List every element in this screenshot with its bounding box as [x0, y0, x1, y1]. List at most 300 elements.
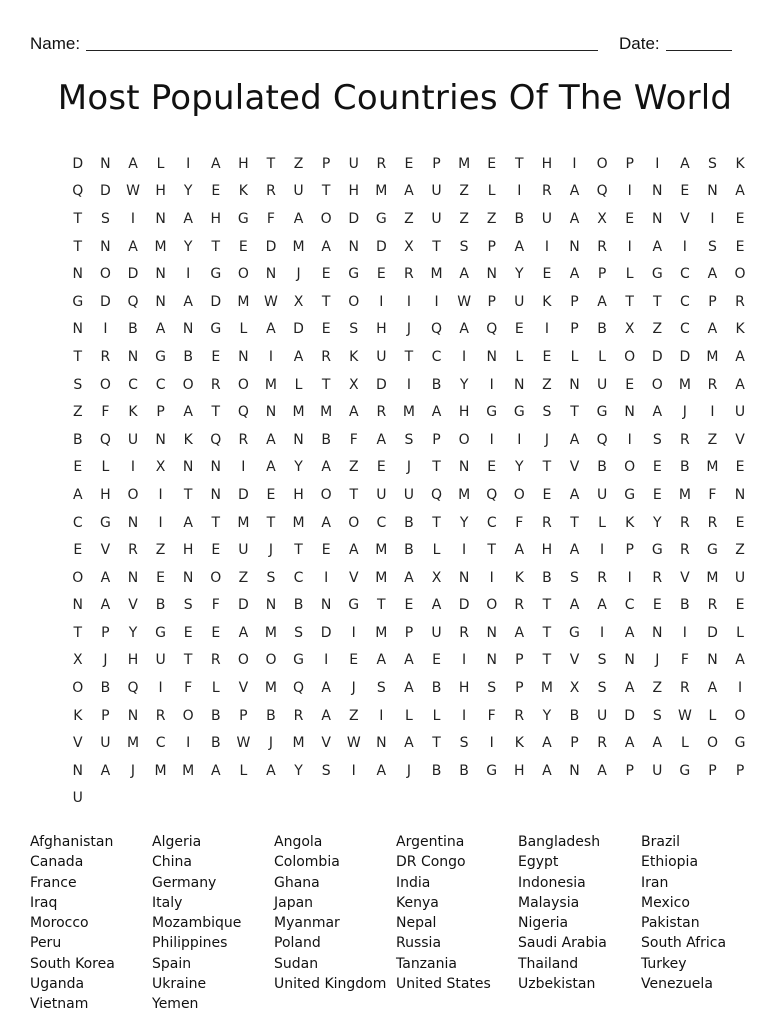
grid-letter[interactable]: O [320, 210, 332, 227]
grid-letter[interactable]: D [293, 321, 304, 338]
grid-letter[interactable]: C [376, 514, 387, 531]
grid-letter[interactable]: Z [652, 321, 663, 338]
grid-letter[interactable]: D [348, 210, 360, 227]
grid-letter[interactable]: V [73, 735, 83, 752]
grid-letter[interactable]: M [264, 624, 277, 641]
grid-letter[interactable]: B [459, 762, 469, 779]
grid-letter[interactable]: A [183, 293, 193, 310]
grid-letter[interactable]: U [734, 569, 746, 586]
grid-letter[interactable]: B [128, 321, 138, 338]
grid-letter[interactable]: K [238, 183, 248, 200]
grid-letter[interactable]: M [540, 680, 553, 697]
grid-letter[interactable]: Q [486, 321, 498, 338]
grid-letter[interactable]: P [156, 404, 165, 421]
grid-letter[interactable]: A [128, 238, 138, 255]
grid-letter[interactable]: Y [542, 707, 552, 724]
grid-letter[interactable]: J [268, 735, 274, 752]
grid-letter[interactable]: N [72, 762, 84, 779]
grid-letter[interactable]: I [351, 624, 356, 641]
grid-letter[interactable]: R [459, 624, 469, 641]
grid-letter[interactable]: R [404, 266, 414, 283]
grid-letter[interactable]: I [572, 155, 577, 172]
grid-letter[interactable]: I [655, 155, 660, 172]
grid-letter[interactable]: G [348, 266, 360, 283]
grid-letter[interactable]: F [211, 597, 220, 614]
grid-letter[interactable]: R [597, 569, 607, 586]
grid-letter[interactable]: A [376, 652, 387, 669]
grid-letter[interactable]: V [238, 680, 249, 697]
grid-letter[interactable]: A [321, 680, 331, 697]
grid-letter[interactable]: A [680, 155, 690, 172]
grid-letter[interactable]: A [542, 735, 552, 752]
grid-letter[interactable]: J [406, 321, 411, 338]
grid-letter[interactable]: X [431, 569, 442, 586]
grid-letter[interactable]: T [321, 376, 331, 393]
grid-letter[interactable]: L [487, 183, 496, 200]
grid-letter[interactable]: Q [237, 404, 249, 421]
grid-letter[interactable]: Q [99, 431, 111, 448]
grid-letter[interactable]: N [265, 266, 277, 283]
grid-letter[interactable]: P [321, 155, 331, 172]
grid-letter[interactable]: N [238, 348, 249, 365]
grid-letter[interactable]: I [379, 707, 384, 724]
grid-letter[interactable]: A [266, 762, 276, 779]
grid-letter[interactable]: C [679, 293, 690, 310]
grid-letter[interactable]: N [486, 348, 497, 365]
grid-letter[interactable]: R [679, 680, 690, 697]
grid-letter[interactable]: T [321, 293, 331, 310]
grid-letter[interactable]: T [73, 624, 83, 641]
grid-letter[interactable]: D [100, 293, 111, 310]
grid-letter[interactable]: L [708, 707, 717, 724]
grid-letter[interactable]: R [679, 542, 690, 559]
grid-letter[interactable]: O [72, 569, 84, 586]
grid-letter[interactable]: B [680, 597, 690, 614]
grid-letter[interactable]: B [100, 680, 111, 697]
grid-letter[interactable]: L [432, 707, 441, 724]
grid-letter[interactable]: A [404, 652, 414, 669]
grid-letter[interactable]: R [238, 431, 249, 448]
grid-letter[interactable]: A [652, 404, 663, 421]
grid-letter[interactable]: A [569, 542, 580, 559]
grid-letter[interactable]: A [735, 183, 745, 200]
grid-letter[interactable]: A [321, 514, 331, 531]
grid-letter[interactable]: S [459, 735, 469, 752]
grid-letter[interactable]: N [210, 486, 221, 503]
grid-letter[interactable]: A [652, 735, 663, 752]
grid-letter[interactable]: W [126, 183, 140, 200]
grid-letter[interactable]: G [486, 762, 498, 779]
grid-letter[interactable]: C [486, 514, 497, 531]
grid-letter[interactable]: I [682, 238, 687, 255]
grid-letter[interactable]: N [734, 486, 746, 503]
grid-letter[interactable]: D [265, 238, 277, 255]
grid-letter[interactable]: A [707, 680, 718, 697]
grid-letter[interactable]: R [376, 404, 387, 421]
grid-letter[interactable]: P [432, 431, 441, 448]
grid-letter[interactable]: L [515, 348, 524, 365]
grid-letter[interactable]: L [239, 762, 248, 779]
grid-letter[interactable]: Z [238, 569, 249, 586]
grid-letter[interactable]: S [73, 376, 83, 393]
grid-letter[interactable]: M [706, 459, 719, 476]
grid-letter[interactable]: N [458, 459, 470, 476]
grid-letter[interactable]: P [570, 293, 579, 310]
grid-letter[interactable]: L [405, 707, 413, 724]
grid-letter[interactable]: T [73, 238, 83, 255]
grid-letter[interactable]: D [458, 597, 470, 614]
grid-letter[interactable]: E [404, 597, 414, 614]
grid-letter[interactable]: E [652, 597, 662, 614]
grid-letter[interactable]: M [678, 376, 691, 393]
grid-letter[interactable]: I [186, 266, 191, 283]
grid-letter[interactable]: K [514, 735, 524, 752]
grid-letter[interactable]: E [211, 183, 221, 200]
grid-letter[interactable]: A [707, 266, 718, 283]
grid-letter[interactable]: M [375, 183, 388, 200]
grid-letter[interactable]: C [293, 569, 304, 586]
grid-letter[interactable]: R [514, 707, 525, 724]
grid-letter[interactable]: P [239, 707, 248, 724]
grid-letter[interactable]: E [542, 266, 552, 283]
grid-letter[interactable]: P [597, 266, 607, 283]
grid-letter[interactable]: P [708, 293, 717, 310]
grid-letter[interactable]: O [486, 597, 498, 614]
grid-letter[interactable]: E [625, 376, 635, 393]
grid-letter[interactable]: I [627, 183, 632, 200]
grid-letter[interactable]: A [266, 321, 276, 338]
grid-letter[interactable]: M [458, 486, 471, 503]
grid-letter[interactable]: V [569, 459, 580, 476]
grid-letter[interactable]: A [210, 762, 221, 779]
grid-letter[interactable]: T [625, 293, 634, 310]
grid-letter[interactable]: D [375, 238, 387, 255]
grid-letter[interactable]: N [127, 707, 139, 724]
grid-letter[interactable]: U [431, 210, 442, 227]
grid-letter[interactable]: I [489, 735, 494, 752]
grid-letter[interactable]: Y [459, 376, 469, 393]
grid-letter[interactable]: B [293, 597, 304, 614]
grid-letter[interactable]: M [320, 404, 333, 421]
grid-letter[interactable]: R [597, 238, 607, 255]
grid-letter[interactable]: U [100, 735, 111, 752]
grid-letter[interactable]: O [99, 266, 111, 283]
grid-letter[interactable]: T [542, 652, 552, 669]
grid-letter[interactable]: O [458, 431, 470, 448]
grid-letter[interactable]: B [597, 321, 607, 338]
grid-letter[interactable]: M [154, 238, 167, 255]
grid-letter[interactable]: A [542, 762, 552, 779]
grid-letter[interactable]: A [155, 321, 166, 338]
grid-letter[interactable]: N [486, 652, 497, 669]
grid-letter[interactable]: J [103, 652, 108, 669]
grid-letter[interactable]: M [182, 762, 195, 779]
grid-letter[interactable]: J [682, 404, 687, 421]
grid-letter[interactable]: N [182, 321, 194, 338]
grid-letter[interactable]: R [542, 514, 552, 531]
grid-letter[interactable]: S [597, 680, 607, 697]
grid-letter[interactable]: L [570, 348, 579, 365]
grid-letter[interactable]: T [211, 404, 221, 421]
grid-letter[interactable]: G [293, 652, 304, 669]
grid-letter[interactable]: Z [293, 155, 304, 172]
grid-letter[interactable]: I [517, 431, 522, 448]
grid-letter[interactable]: P [735, 762, 745, 779]
grid-letter[interactable]: A [514, 238, 525, 255]
grid-letter[interactable]: G [348, 597, 360, 614]
grid-letter[interactable]: I [268, 348, 274, 365]
grid-letter[interactable]: B [210, 707, 221, 724]
grid-letter[interactable]: Z [735, 542, 745, 559]
grid-letter[interactable]: A [569, 431, 580, 448]
grid-letter[interactable]: K [349, 348, 359, 365]
grid-letter[interactable]: Y [294, 459, 303, 476]
grid-letter[interactable]: A [652, 238, 663, 255]
grid-letter[interactable]: C [624, 597, 635, 614]
grid-letter[interactable]: R [707, 597, 718, 614]
grid-letter[interactable]: A [183, 404, 193, 421]
grid-letter[interactable]: A [597, 293, 607, 310]
grid-letter[interactable]: G [210, 266, 222, 283]
grid-letter[interactable]: T [377, 597, 386, 614]
grid-letter[interactable]: I [489, 569, 494, 586]
grid-letter[interactable]: S [542, 404, 552, 421]
grid-letter[interactable]: N [127, 514, 139, 531]
grid-letter[interactable]: N [320, 597, 332, 614]
grid-letter[interactable]: M [458, 155, 471, 172]
grid-letter[interactable]: A [183, 514, 193, 531]
grid-letter[interactable]: T [432, 514, 441, 531]
grid-letter[interactable]: K [735, 321, 745, 338]
grid-letter[interactable]: B [72, 431, 83, 448]
grid-letter[interactable]: A [376, 762, 387, 779]
grid-letter[interactable]: U [734, 404, 746, 421]
grid-letter[interactable]: E [238, 238, 248, 255]
grid-letter[interactable]: N [127, 348, 139, 365]
grid-letter[interactable]: O [596, 155, 608, 172]
grid-letter[interactable]: J [544, 431, 549, 448]
grid-letter[interactable]: I [627, 569, 632, 586]
grid-letter[interactable]: B [210, 735, 221, 752]
grid-letter[interactable]: R [707, 514, 718, 531]
grid-letter[interactable]: L [156, 155, 165, 172]
grid-letter[interactable]: R [293, 707, 304, 724]
grid-letter[interactable]: G [513, 404, 525, 421]
grid-letter[interactable]: T [542, 459, 552, 476]
grid-letter[interactable]: E [321, 542, 331, 559]
grid-letter[interactable]: R [155, 707, 166, 724]
grid-letter[interactable]: F [184, 680, 193, 697]
grid-letter[interactable]: A [404, 680, 414, 697]
grid-letter[interactable]: I [241, 459, 246, 476]
grid-letter[interactable]: E [514, 321, 524, 338]
grid-letter[interactable]: T [183, 486, 193, 503]
grid-letter[interactable]: P [404, 624, 414, 641]
grid-letter[interactable]: J [406, 459, 411, 476]
grid-letter[interactable]: I [544, 238, 549, 255]
grid-letter[interactable]: A [321, 459, 331, 476]
grid-letter[interactable]: E [156, 569, 165, 586]
grid-letter[interactable]: E [487, 155, 497, 172]
grid-letter[interactable]: D [707, 624, 718, 641]
grid-letter[interactable]: H [182, 542, 194, 559]
grid-letter[interactable]: Z [707, 431, 718, 448]
grid-letter[interactable]: E [652, 459, 662, 476]
grid-letter[interactable]: L [101, 459, 110, 476]
grid-letter[interactable]: X [155, 459, 166, 476]
grid-letter[interactable]: D [375, 376, 387, 393]
grid-letter[interactable]: G [72, 293, 84, 310]
grid-letter[interactable]: A [597, 762, 607, 779]
grid-letter[interactable]: M [154, 762, 167, 779]
grid-letter[interactable]: L [598, 514, 606, 531]
grid-letter[interactable]: I [186, 735, 191, 752]
grid-letter[interactable]: N [182, 459, 194, 476]
grid-letter[interactable]: Y [294, 762, 303, 779]
grid-letter[interactable]: A [431, 597, 442, 614]
grid-letter[interactable]: P [487, 293, 496, 310]
grid-letter[interactable]: J [268, 542, 274, 559]
grid-letter[interactable]: N [652, 624, 663, 641]
grid-letter[interactable]: H [238, 155, 249, 172]
grid-letter[interactable]: M [264, 680, 277, 697]
grid-letter[interactable]: K [183, 431, 193, 448]
grid-letter[interactable]: M [126, 735, 140, 752]
grid-letter[interactable]: I [324, 569, 329, 586]
grid-letter[interactable]: N [72, 266, 84, 283]
grid-letter[interactable]: I [158, 486, 163, 503]
grid-letter[interactable]: B [431, 762, 442, 779]
grid-letter[interactable]: P [708, 762, 717, 779]
grid-letter[interactable]: I [434, 293, 439, 310]
grid-letter[interactable]: I [130, 459, 136, 476]
grid-letter[interactable]: H [514, 762, 525, 779]
grid-letter[interactable]: E [321, 321, 331, 338]
grid-letter[interactable]: N [486, 624, 497, 641]
grid-letter[interactable]: A [348, 404, 359, 421]
grid-letter[interactable]: R [707, 376, 718, 393]
grid-letter[interactable]: Z [459, 210, 469, 227]
grid-letter[interactable]: E [542, 348, 552, 365]
grid-letter[interactable]: E [183, 624, 193, 641]
grid-letter[interactable]: X [624, 321, 635, 338]
grid-letter[interactable]: A [183, 210, 193, 227]
grid-letter[interactable]: H [541, 542, 553, 559]
grid-letter[interactable]: N [182, 569, 194, 586]
grid-letter[interactable]: I [406, 293, 411, 310]
grid-letter[interactable]: C [72, 514, 83, 531]
grid-letter[interactable]: N [265, 597, 277, 614]
grid-letter[interactable]: I [324, 652, 329, 669]
grid-letter[interactable]: A [569, 183, 580, 200]
grid-letter[interactable]: C [431, 348, 442, 365]
grid-letter[interactable]: R [597, 735, 607, 752]
grid-letter[interactable]: B [183, 348, 193, 365]
grid-letter[interactable]: A [624, 735, 635, 752]
grid-letter[interactable]: H [155, 183, 166, 200]
grid-letter[interactable]: S [459, 238, 469, 255]
grid-letter[interactable]: Z [73, 404, 83, 421]
grid-letter[interactable]: N [293, 431, 304, 448]
grid-letter[interactable]: E [542, 486, 552, 503]
grid-letter[interactable]: Q [596, 431, 608, 448]
grid-letter[interactable]: A [100, 569, 111, 586]
grid-letter[interactable]: H [210, 210, 222, 227]
grid-letter[interactable]: K [514, 569, 524, 586]
grid-letter[interactable]: S [376, 680, 386, 697]
grid-letter[interactable]: N [155, 293, 166, 310]
grid-letter[interactable]: Y [459, 514, 469, 531]
grid-letter[interactable]: T [211, 238, 221, 255]
grid-letter[interactable]: T [73, 210, 83, 227]
grid-letter[interactable]: E [432, 652, 441, 669]
grid-letter[interactable]: A [624, 680, 635, 697]
grid-letter[interactable]: Q [431, 321, 443, 338]
grid-letter[interactable]: G [237, 210, 249, 227]
grid-letter[interactable]: V [680, 569, 690, 586]
grid-letter[interactable]: L [598, 348, 606, 365]
grid-letter[interactable]: A [266, 431, 276, 448]
grid-letter[interactable]: E [625, 210, 635, 227]
grid-letter[interactable]: C [128, 376, 138, 393]
grid-letter[interactable]: M [375, 624, 388, 641]
grid-letter[interactable]: I [158, 514, 163, 531]
grid-letter[interactable]: C [155, 735, 166, 752]
grid-letter[interactable]: G [99, 514, 111, 531]
grid-letter[interactable]: J [130, 762, 136, 779]
grid-letter[interactable]: W [236, 735, 251, 752]
grid-letter[interactable]: W [677, 707, 692, 724]
grid-letter[interactable]: Z [459, 183, 469, 200]
grid-letter[interactable]: E [404, 155, 414, 172]
grid-letter[interactable]: N [100, 238, 111, 255]
grid-letter[interactable]: T [542, 624, 552, 641]
grid-letter[interactable]: U [127, 431, 139, 448]
grid-letter[interactable]: U [72, 790, 83, 807]
grid-letter[interactable]: N [72, 597, 84, 614]
grid-letter[interactable]: O [182, 707, 194, 724]
grid-letter[interactable]: U [596, 486, 608, 503]
grid-letter[interactable]: U [155, 652, 166, 669]
grid-letter[interactable]: R [128, 542, 138, 559]
grid-letter[interactable]: A [376, 431, 387, 448]
grid-letter[interactable]: K [73, 707, 83, 724]
grid-letter[interactable]: N [624, 652, 635, 669]
grid-letter[interactable]: H [348, 183, 359, 200]
grid-letter[interactable]: S [708, 155, 717, 172]
grid-letter[interactable]: A [624, 624, 635, 641]
grid-letter[interactable]: N [486, 266, 497, 283]
grid-letter[interactable]: R [210, 376, 221, 393]
grid-letter[interactable]: K [128, 404, 138, 421]
grid-letter[interactable]: H [127, 652, 139, 669]
grid-letter[interactable]: A [210, 155, 221, 172]
grid-letter[interactable]: A [100, 597, 111, 614]
grid-letter[interactable]: I [600, 542, 605, 559]
grid-letter[interactable]: H [100, 486, 111, 503]
grid-letter[interactable]: T [321, 183, 331, 200]
grid-letter[interactable]: M [292, 404, 305, 421]
grid-letter[interactable]: I [517, 183, 522, 200]
grid-letter[interactable]: U [293, 183, 304, 200]
grid-letter[interactable]: G [596, 404, 608, 421]
grid-letter[interactable]: F [515, 514, 524, 531]
grid-letter[interactable]: R [514, 597, 525, 614]
grid-letter[interactable]: S [321, 762, 331, 779]
grid-letter[interactable]: N [569, 376, 580, 393]
grid-letter[interactable]: G [624, 486, 636, 503]
grid-letter[interactable]: T [542, 597, 552, 614]
